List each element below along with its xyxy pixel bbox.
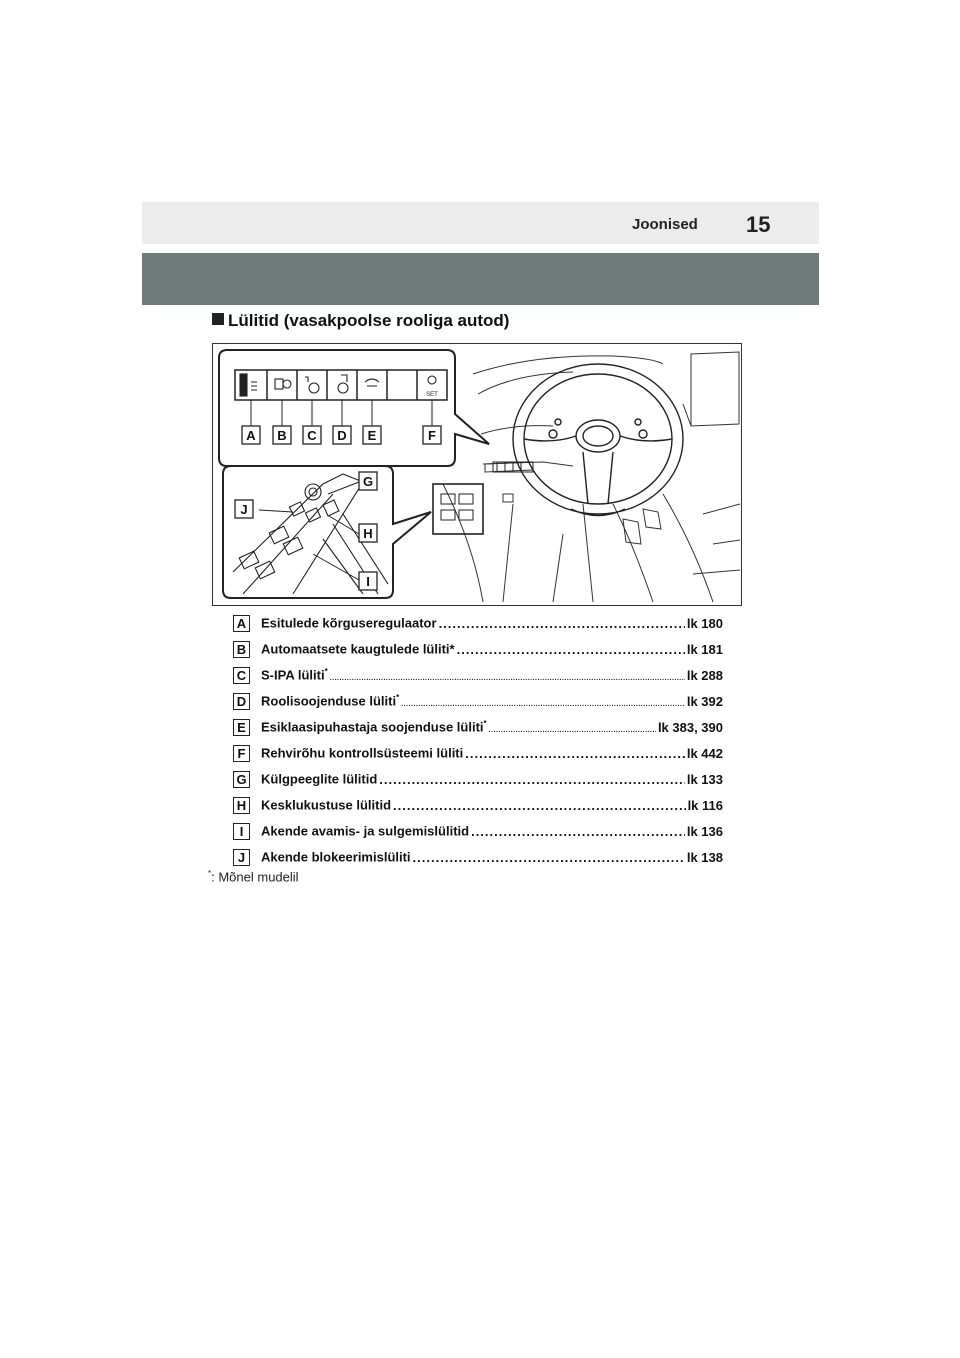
- legend-label: Kesklukustuse lülitid: [261, 797, 392, 813]
- callout-B: B: [277, 428, 287, 443]
- legend-item-c: [233, 662, 723, 688]
- legend-item-h: [233, 792, 723, 818]
- section-heading: [212, 311, 509, 331]
- page-reference-link[interactable]: lk 442: [686, 745, 723, 761]
- footnote: [208, 869, 299, 884]
- legend-item-g: [233, 766, 723, 792]
- page-reference-link[interactable]: lk 383, 390: [657, 719, 723, 735]
- section-band: [142, 253, 819, 305]
- legend-item-d: [233, 688, 723, 714]
- page-reference-link[interactable]: lk 392: [686, 693, 723, 709]
- section-heading-text: Lülitid (vasakpoolse rooliga autod): [228, 311, 510, 330]
- legend-letter: E: [233, 719, 250, 736]
- legend-letter: J: [233, 849, 250, 866]
- page-reference-link[interactable]: lk 133: [686, 771, 723, 787]
- callout-E: E: [367, 428, 377, 443]
- callout-frame-bottom: [223, 466, 431, 598]
- legend-letter: F: [233, 745, 250, 762]
- legend-letter: I: [233, 823, 250, 840]
- switch-legend: [233, 610, 723, 870]
- callout-G: G: [362, 474, 374, 489]
- callout-F: F: [428, 428, 436, 443]
- legend-item-j: [233, 844, 723, 870]
- steering-wheel-drawing: [513, 364, 683, 516]
- footnote-mark: *: [208, 869, 212, 878]
- legend-label: Akende avamis- ja sulgemislülitid: [261, 823, 470, 839]
- legend-label: Esiklaasipuhastaja soojenduse lüliti*: [261, 719, 487, 735]
- callout-H: H: [363, 526, 373, 541]
- page-reference-link[interactable]: lk 116: [687, 797, 723, 813]
- callout-C: C: [307, 428, 317, 443]
- page-reference-link[interactable]: lk 181: [686, 641, 723, 657]
- legend-item-i: [233, 818, 723, 844]
- callout-frame-top: [219, 350, 489, 466]
- page-reference-link[interactable]: lk 138: [686, 849, 723, 865]
- legend-label: Rehvirõhu kontrollsüsteemi lüliti: [261, 745, 464, 761]
- chapter-title: Joonised: [632, 216, 698, 233]
- legend-item-e: [233, 714, 723, 740]
- legend-label: Automaatsete kaugtulede lüliti*: [261, 641, 455, 657]
- legend-item-a: [233, 610, 723, 636]
- legend-label: Esitulede kõrguseregulaator: [261, 615, 437, 631]
- page-reference-link[interactable]: lk 180: [686, 615, 723, 631]
- footnote-text: : Mõnel mudelil: [211, 869, 299, 885]
- page-number: 15: [746, 212, 771, 237]
- legend-letter: H: [233, 797, 250, 814]
- legend-label: Külgpeeglite lülitid: [261, 771, 378, 787]
- legend-label: Akende blokeerimislüliti: [261, 849, 411, 865]
- legend-item-b: [233, 636, 723, 662]
- page-reference-link[interactable]: lk 136: [686, 823, 723, 839]
- legend-label: Roolisoojenduse lüliti*: [261, 693, 400, 709]
- legend-label: S-IPA lüliti*: [261, 667, 328, 683]
- window-switch-highlight: [433, 484, 483, 534]
- callout-D: D: [337, 428, 347, 443]
- legend-letter: C: [233, 667, 250, 684]
- switches-illustration: [212, 343, 742, 606]
- header-band: [142, 202, 819, 244]
- set-button-label: SET: [426, 392, 438, 398]
- callout-J: J: [240, 502, 248, 517]
- square-bullet-icon: [212, 313, 224, 325]
- legend-item-f: [233, 740, 723, 766]
- callout-I: I: [366, 574, 370, 589]
- legend-letter: D: [233, 693, 250, 710]
- page-reference-link[interactable]: lk 288: [686, 667, 723, 683]
- callout-A: A: [246, 428, 256, 443]
- legend-letter: A: [233, 615, 250, 632]
- legend-letter: B: [233, 641, 250, 658]
- legend-letter: G: [233, 771, 250, 788]
